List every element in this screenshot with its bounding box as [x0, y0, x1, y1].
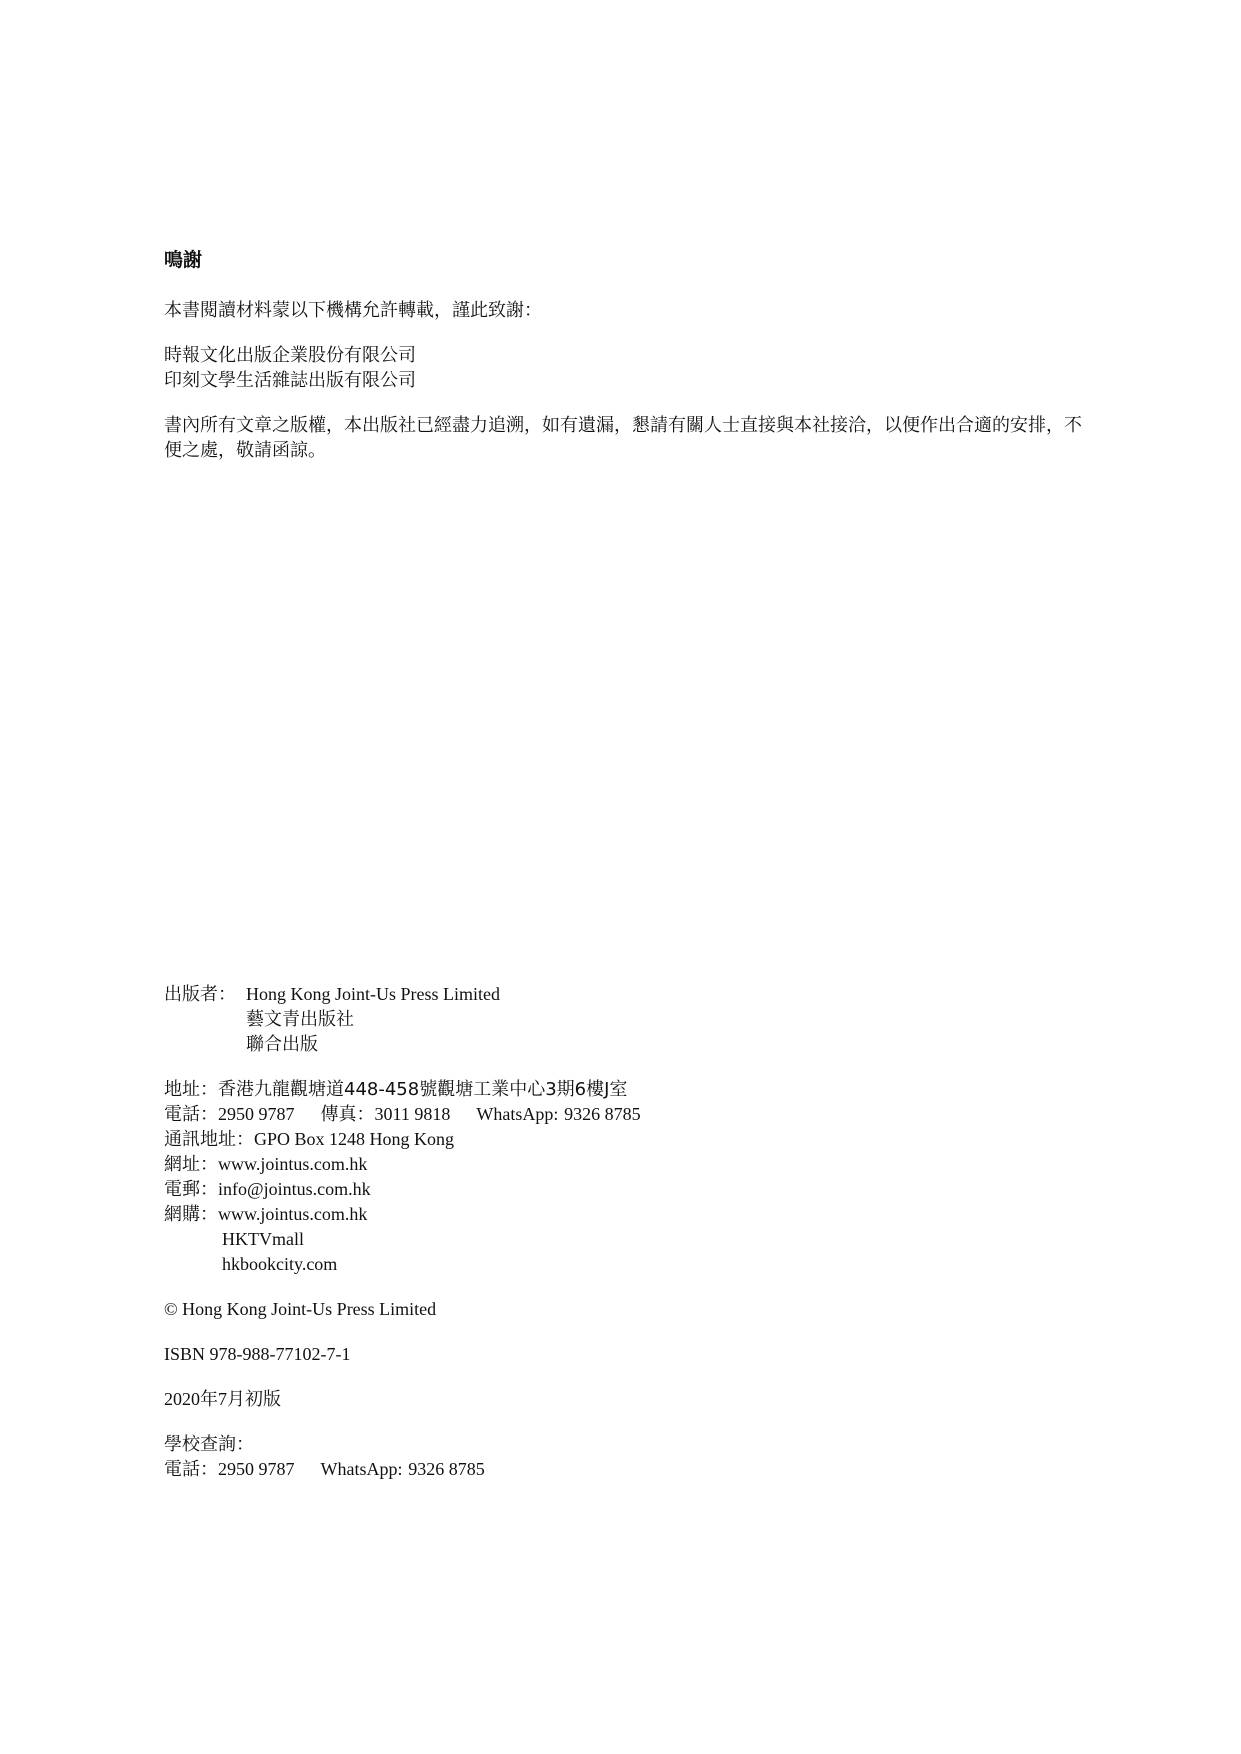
website-label: 網址：: [164, 1154, 218, 1175]
contact-block: [164, 1077, 924, 1277]
copyright-notice: 書內所有文章之版權，本出版社已經盡力追溯，如有遺漏，懇請有關人士直接與本社接洽，以便作出合適的安排，不便之處，敬請函諒。: [164, 415, 1082, 461]
phone-row: [164, 1102, 924, 1127]
school-phone-row: [164, 1457, 924, 1482]
copyright-line: © Hong Kong Joint-Us Press Limited: [164, 1299, 437, 1319]
shop-item: www.jointus.com.hk: [218, 1204, 368, 1224]
publisher-name-joint: 聯合出版: [246, 1034, 318, 1055]
email-value: info@jointus.com.hk: [218, 1179, 371, 1199]
organization-item: 時報文化出版企業股份有限公司: [164, 345, 416, 366]
address-value: 香港九龍觀塘道448-458號觀塘工業中心3期6樓J室: [218, 1079, 628, 1100]
imprint-section: [164, 982, 924, 1482]
shop-item: hkbookcity.com: [222, 1254, 338, 1274]
school-label: 學校查詢：: [164, 1434, 254, 1455]
publisher-label: 出版者：: [164, 984, 236, 1005]
school-whatsapp-label: WhatsApp:: [320, 1459, 403, 1479]
whatsapp-value: 9326 8785: [564, 1104, 641, 1124]
fax-value: 3011 9818: [374, 1104, 451, 1124]
phone-value: 2950 9787: [218, 1104, 295, 1124]
address-label: 地址：: [164, 1079, 218, 1100]
organization-list: [164, 343, 1084, 393]
school-phone-label: 電話：: [164, 1459, 218, 1480]
email-label: 電郵：: [164, 1179, 218, 1200]
mailing-value: GPO Box 1248 Hong Kong: [254, 1129, 455, 1149]
publisher-name-chinese: 藝文青出版社: [246, 1009, 354, 1030]
email-row: [164, 1177, 924, 1202]
website-value: www.jointus.com.hk: [218, 1154, 368, 1174]
shop-row: [164, 1202, 924, 1227]
edition-line: 2020年7月初版: [164, 1389, 281, 1409]
isbn-line: ISBN 978-988-77102-7-1: [164, 1344, 351, 1364]
school-whatsapp-value: 9326 8785: [408, 1459, 485, 1479]
shop-label: 網購：: [164, 1204, 218, 1225]
fax-label: 傳真：: [320, 1104, 375, 1125]
address-row: [164, 1077, 924, 1102]
shop-item: HKTVmall: [222, 1229, 304, 1249]
school-phone-value: 2950 9787: [218, 1459, 295, 1479]
school-enquiry-block: [164, 1432, 924, 1482]
acknowledgement-intro: 本書閱讀材料蒙以下機構允許轉載，謹此致謝：: [164, 300, 542, 321]
mailing-label: 通訊地址：: [164, 1129, 254, 1150]
publisher-block: [164, 982, 924, 1057]
whatsapp-label: WhatsApp:: [476, 1104, 559, 1124]
mailing-row: [164, 1127, 924, 1152]
website-row: [164, 1152, 924, 1177]
acknowledgement-title: 鳴謝: [164, 249, 203, 271]
organization-item: 印刻文學生活雜誌出版有限公司: [164, 370, 416, 391]
publisher-name-english: Hong Kong Joint-Us Press Limited: [246, 984, 500, 1004]
phone-label: 電話：: [164, 1104, 218, 1125]
acknowledgement-section: [164, 248, 1084, 463]
